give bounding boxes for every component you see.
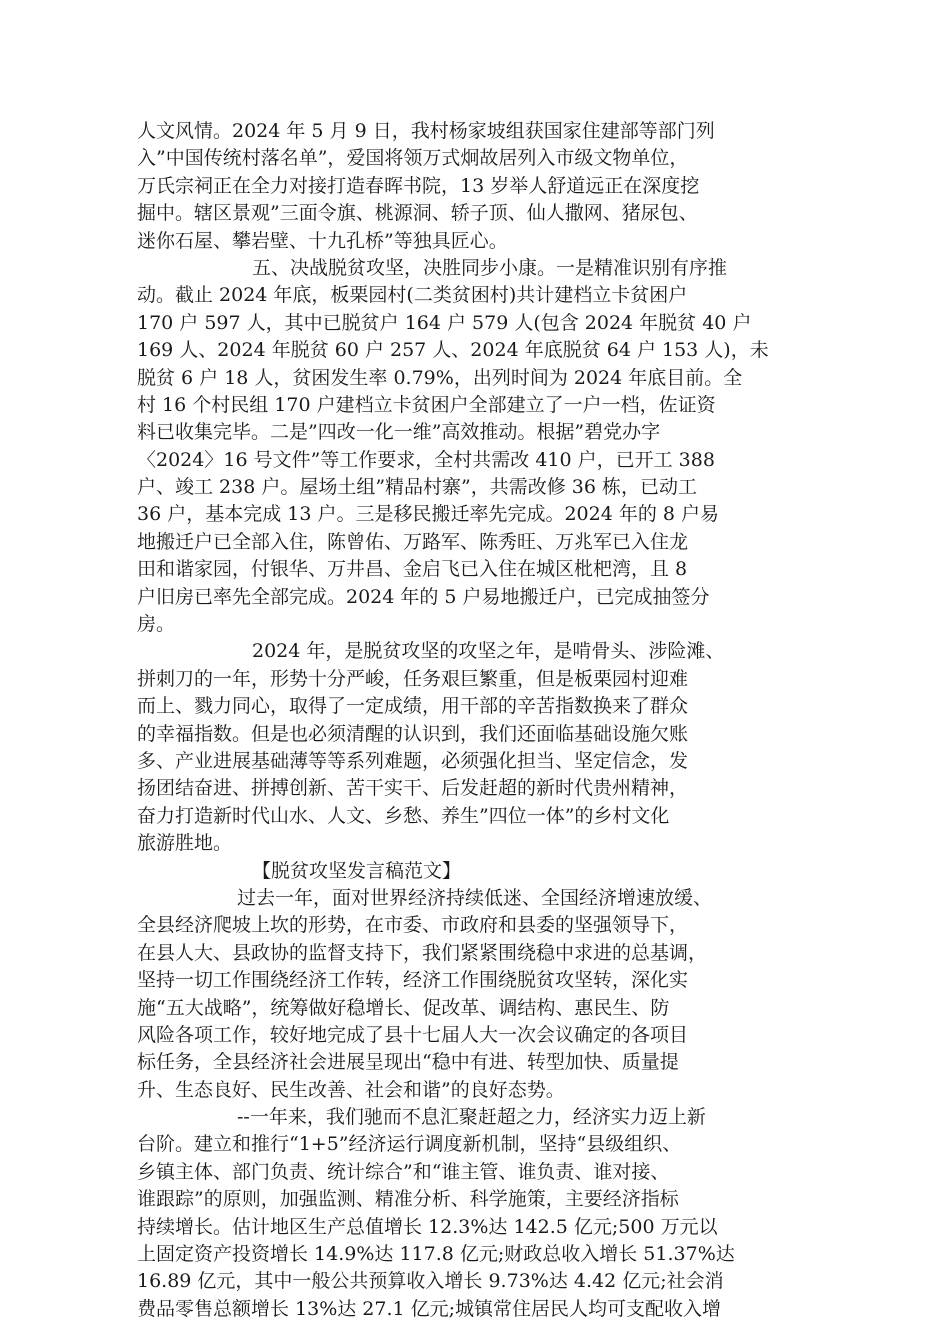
text-line: 〈2024〉16 号文件”等工作要求，全村共需改 410 户，已开工 388 (137, 448, 715, 471)
text-line: 料已收集完毕。二是”四改一化一维”高效推动。根据”碧党办字 (137, 421, 661, 444)
text-line: 风险各项工作，较好地完成了县十七届人大一次会议确定的各项目 (137, 1023, 689, 1046)
text-line: 在县人大、县政协的监督支持下，我们紧紧围绕稳中求进的总基调， (137, 941, 708, 964)
text-line: 房。 (137, 613, 176, 636)
text-line: 入”中国传统村落名单”，爱国将领万式炯故居列入市级文物单位， (137, 147, 689, 170)
paragraph (137, 638, 822, 857)
text-line: 过去一年，面对世界经济持续低迷、全国经济增速放缓、 (237, 886, 713, 909)
paragraph (137, 255, 822, 638)
text-line: 而上、戮力同心，取得了一定成绩，用干部的辛苦指数换来了群众 (137, 695, 689, 718)
text-line: 升、生态良好、民生改善、社会和谐”的良好态势。 (137, 1078, 565, 1101)
text-line: 人文风情。2024 年 5 月 9 日，我村杨家坡组获国家住建部等部门列 (137, 120, 715, 142)
text-line: 【脱贫攻坚发言稿范文】 (252, 859, 462, 882)
text-line: 迷你石屋、攀岩壁、十九孔桥”等独具匠心。 (137, 229, 508, 252)
text-line: 户旧房已率先全部完成。2024 年的 5 户易地搬迁户，已完成抽签分 (137, 585, 710, 608)
paragraph (137, 118, 822, 255)
text-line: 费品零售总额增长 13%达 27.1 亿元;城镇常住居民人均可支配收入增 (137, 1297, 722, 1320)
text-line: 扬团结奋进、拼搏创新、苦干实干、后发赶超的新时代贵州精神， (137, 777, 689, 800)
paragraph (137, 1104, 822, 1323)
text-line: 169 人、2024 年脱贫 60 户 257 人、2024 年底脱贫 64 户 153 人)，未 (137, 339, 769, 362)
text-line: 2024 年，是脱贫攻坚的攻坚之年，是啃骨头、涉险滩、 (252, 640, 725, 663)
text-line: 旅游胜地。 (137, 832, 233, 855)
text-line: 五、决战脱贫攻坚，决胜同步小康。一是精准识别有序推 (252, 256, 728, 279)
text-line: 脱贫 6 户 18 人，贫困发生率 0.79%，出列时间为 2024 年底目前。全 (137, 366, 743, 389)
paragraph (137, 885, 822, 1104)
document-body (137, 118, 822, 1323)
text-line: 多、产业进展基础薄等等系列难题，必须强化担当、坚定信念，发 (137, 749, 689, 772)
text-line: 村 16 个村民组 170 户建档立卡贫困户全部建立了一户一档，佐证资 (137, 393, 716, 416)
text-line: 全县经济爬坡上坎的形势，在市委、市政府和县委的坚强领导下， (137, 914, 689, 937)
paragraph (137, 858, 822, 885)
text-line: 乡镇主体、部门负责、统计综合”和“谁主管、谁负责、谁对接、 (137, 1160, 670, 1183)
text-line: 台阶。建立和推行“1+5”经济运行调度新机制，坚持“县级组织、 (137, 1133, 682, 1156)
text-line: 16.89 亿元，其中一般公共预算收入增长 9.73%达 4.42 亿元;社会消 (137, 1270, 724, 1293)
text-line: 动。截止 2024 年底，板栗园村(二类贫困村)共计建档立卡贫困户 (137, 284, 688, 307)
text-line: 施“五大战略”，统筹做好稳增长、促改革、调结构、惠民生、防 (137, 996, 670, 1019)
text-line: 田和谐家园，付银华、万井昌、金启飞已入住在城区枇杷湾，且 8 (137, 558, 688, 581)
text-line: 地搬迁户已全部入住，陈曾佑、万路军、陈秀旺、万兆军已入住龙 (137, 530, 689, 553)
text-line: 万氏宗祠正在全力对接打造春晖书院，13 岁举人舒道远正在深度挖 (137, 174, 700, 197)
text-line: --一年来，我们驰而不息汇聚赶超之力，经济实力迈上新 (237, 1106, 706, 1129)
text-line: 上固定资产投资增长 14.9%达 117.8 亿元;财政总收入增长 51.37%达 (137, 1243, 735, 1266)
text-line: 170 户 597 人，其中已脱贫户 164 户 579 人(包含 2024 年脱贫 40 户 (137, 311, 752, 334)
text-line: 的幸福指数。但是也必须清醒的认识到，我们还面临基础设施欠账 (137, 722, 689, 745)
text-line: 户、竣工 238 户。屋场土组”精品村寨”，共需改修 36 栋，已动工 (137, 476, 698, 499)
text-line: 36 户，基本完成 13 户。三是移民搬迁率先完成。2024 年的 8 户易 (137, 503, 720, 526)
text-line: 谁跟踪”的原则，加强监测、精准分析、科学施策，主要经济指标 (137, 1188, 679, 1211)
text-line: 标任务，全县经济社会进展呈现出“稳中有进、转型加快、质量提 (137, 1051, 679, 1074)
text-line: 坚持一切工作围绕经济工作转，经济工作围绕脱贫攻坚转，深化实 (137, 969, 689, 992)
text-line: 奋力打造新时代山水、人文、乡愁、养生”四位一体”的乡村文化 (137, 804, 670, 827)
text-line: 掘中。辖区景观”三面令旗、桃源洞、轿子顶、仙人撒网、猪尿包、 (137, 202, 698, 225)
text-line: 拼刺刀的一年，形势十分严峻，任务艰巨繁重，但是板栗园村迎难 (137, 667, 689, 690)
text-line: 持续增长。估计地区生产总值增长 12.3%达 142.5 亿元;500 万元以 (137, 1215, 718, 1238)
